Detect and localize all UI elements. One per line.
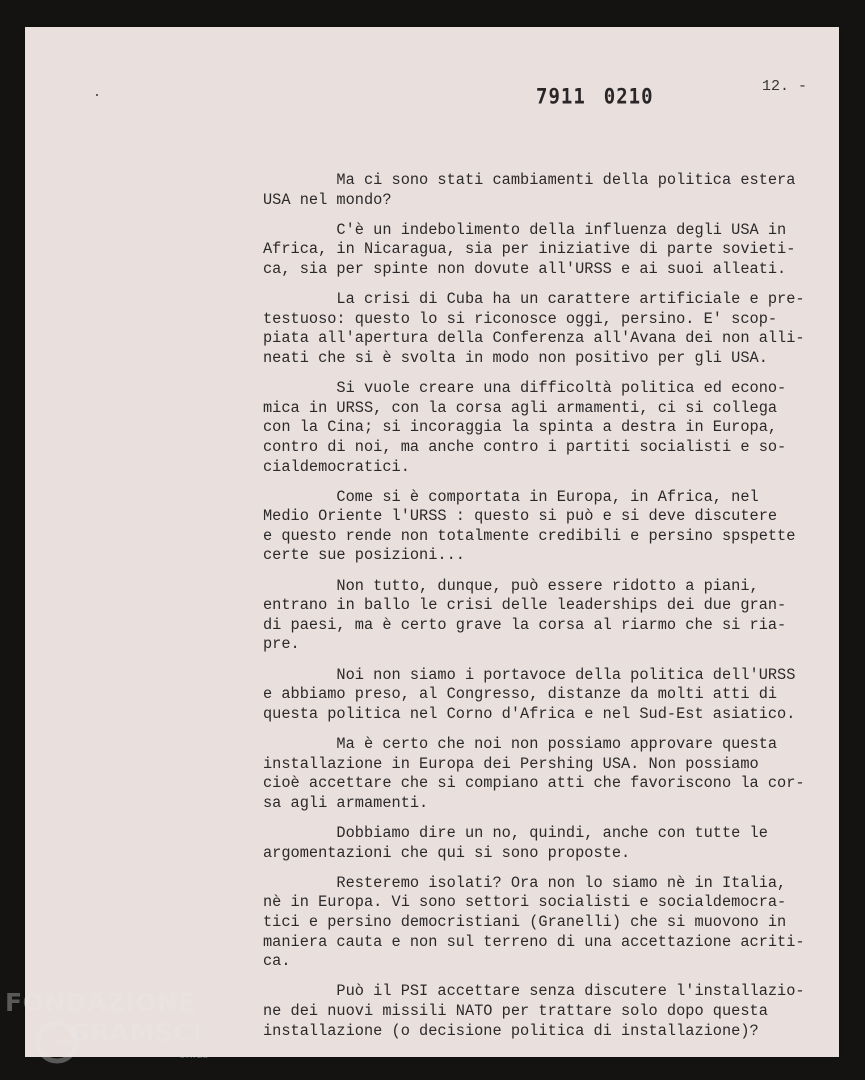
text-line: nè in Europa. Vi sono settori socialisti e socialdemocra- <box>263 893 787 912</box>
text-line: Non tutto, dunque, può essere ridotto a piani, <box>263 576 759 595</box>
text-line: ca. <box>263 952 291 971</box>
text-line: mica in URSS, con la corsa agli armamenti, ci si collega <box>263 398 778 417</box>
text-line: ca, sia per spinte non dovute all'URSS e ai suoi alleati. <box>263 259 787 278</box>
paragraph <box>263 290 833 368</box>
text-line: cioè accettare che si compiano atti che favoriscono la cor- <box>263 774 805 793</box>
watermark-logo <box>5 988 215 1078</box>
text-line: Noi non siamo i portavoce della politica dell'URSS <box>263 665 796 684</box>
text-line: di paesi, ma è certo grave la corsa al riarmo che si ria- <box>263 615 787 634</box>
text-line: e abbiamo preso, al Congresso, distanze da molti atti di <box>263 685 778 704</box>
ink-speck <box>96 94 98 96</box>
text-line: tici e persino democristiani (Granelli) che si muovono in <box>263 912 787 931</box>
text-line: pre. <box>263 635 300 654</box>
text-line: Si vuole creare una difficoltà politica ed econo- <box>263 379 787 398</box>
text-line: Può il PSI accettare senza discutere l'installazio- <box>263 982 805 1001</box>
text-line: questa politica nel Corno d'Africa e nel Sud-Est asiatico. <box>263 704 796 723</box>
text-line: Ma ci sono stati cambiamenti della politica estera <box>263 171 796 189</box>
paragraph <box>263 666 833 725</box>
text-line: certe sue posizioni... <box>263 546 465 565</box>
paragraph <box>263 577 833 655</box>
text-line: cialdemocratici. <box>263 457 410 476</box>
text-line: ne dei nuovi missili NATO per trattare solo dopo questa <box>263 1001 768 1020</box>
text-line: Resteremo isolati? Ora non lo siamo nè in Italia, <box>263 873 787 892</box>
text-line: neati che si è svolta in modo non positivo per gli USA. <box>263 348 768 367</box>
paragraph <box>263 982 833 1041</box>
typed-body-text <box>263 171 833 1052</box>
watermark-line3: onlus <box>179 1048 209 1061</box>
text-line: maniera cauta e non sul terreno di una accettazione acriti- <box>263 932 805 951</box>
text-line: Come si è comportata in Europa, in Africa, nel <box>263 487 759 506</box>
watermark-line2: GRAMSCI <box>69 1018 203 1047</box>
paragraph <box>263 824 833 863</box>
text-line: e questo rende non totalmente credibili e persino spspette <box>263 526 796 545</box>
text-line: USA nel mondo? <box>263 190 392 209</box>
text-line: La crisi di Cuba ha un carattere artificiale e pre- <box>263 290 805 309</box>
text-line: installazione in Europa dei Pershing USA. Non possiamo <box>263 754 759 773</box>
paragraph <box>263 735 833 813</box>
stamp-number-right: 0210 <box>603 84 654 110</box>
paragraph <box>263 379 833 477</box>
text-line: Ma è certo che noi non possiamo approvare questa <box>263 735 778 753</box>
text-line: contro di noi, ma anche contro i partiti socialisti e so- <box>263 437 787 456</box>
page-number: 12. - <box>762 78 808 95</box>
text-line: entrano in ballo le crisi delle leaderships dei due gran- <box>263 596 787 615</box>
paragraph <box>263 221 833 280</box>
text-line: argomentazioni che qui si sono proposte. <box>263 843 631 862</box>
text-line: sa agli armamenti. <box>263 793 429 812</box>
watermark-line1: FONDAZIONE <box>5 988 197 1017</box>
text-line: C'è un indebolimento della influenza degli USA in <box>263 220 787 239</box>
text-line: con la Cina; si incoraggia la spinta a destra in Europa, <box>263 418 778 437</box>
text-line: installazione (o decisione politica di installazione)? <box>263 1021 759 1040</box>
archive-stamp <box>536 85 654 110</box>
stamp-number-left: 7911 <box>536 84 586 110</box>
text-line: piata all'apertura della Conferenza all'Avana dei non alli- <box>263 329 805 348</box>
paragraph <box>263 488 833 566</box>
paragraph <box>263 171 833 210</box>
text-line: Africa, in Nicaragua, sia per iniziative di parte sovieti- <box>263 240 796 259</box>
text-line: Medio Oriente l'URSS : questo si può e si deve discutere <box>263 507 778 526</box>
text-line: testuoso: questo lo si riconosce oggi, persino. E' scop- <box>263 309 778 328</box>
text-line: Dobbiamo dire un no, quindi, anche con tutte le <box>263 823 768 842</box>
paragraph <box>263 874 833 972</box>
